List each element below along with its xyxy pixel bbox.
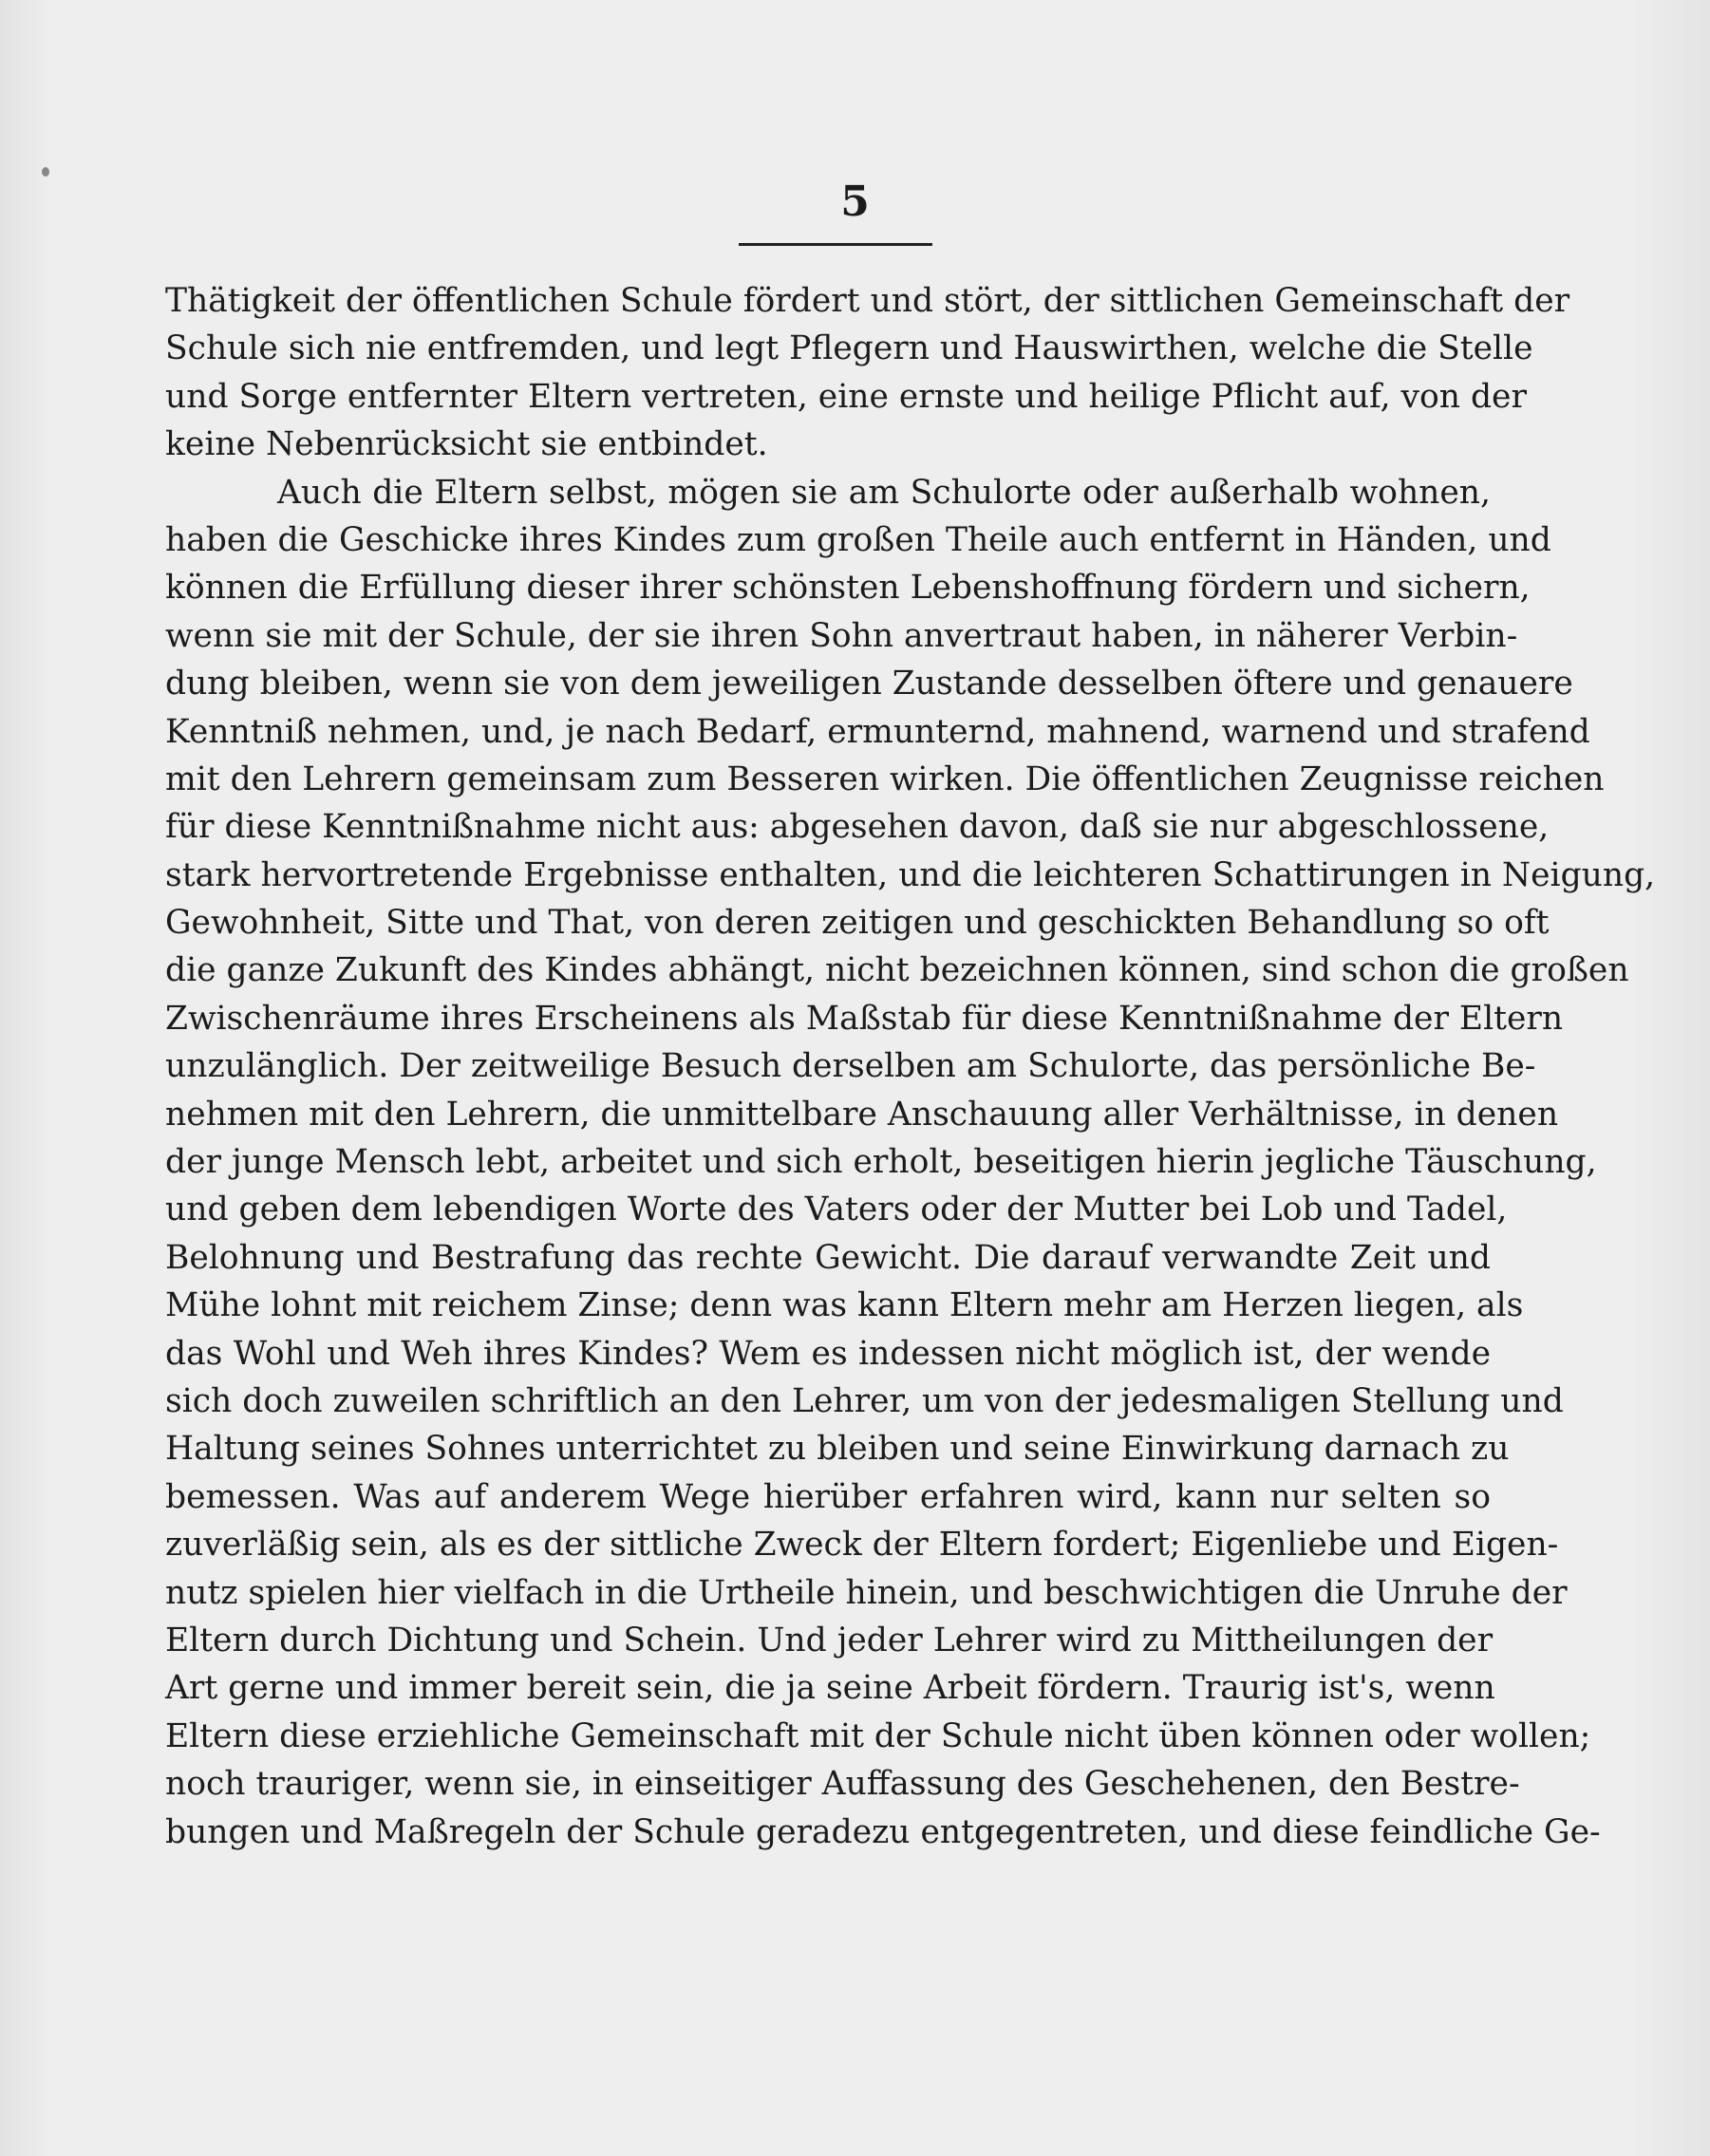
text-line: Gewohnheit, Sitte und That, von deren zeitigen und geschickten Behandlung so oft: [165, 904, 1550, 943]
text-line: Eltern diese erziehliche Gemeinschaft mit der Schule nicht üben können oder wollen;: [165, 1716, 1591, 1755]
text-line: nehmen mit den Lehrern, die unmittelbare Anschauung aller Verhältnisse, in denen: [165, 1095, 1559, 1134]
text-line: Schule sich nie entfremden, und legt Pflegern und Hauswirthen, welche die Stelle: [165, 329, 1533, 368]
text-line: wenn sie mit der Schule, der sie ihren Sohn anvertraut haben, in näherer Verbin-: [165, 616, 1518, 655]
text-line: haben die Geschicke ihres Kindes zum großen Theile auch entfernt in Händen, und: [165, 520, 1551, 559]
text-line: Eltern durch Dichtung und Schein. Und jeder Lehrer wird zu Mittheilungen der: [165, 1621, 1494, 1659]
text-line: können die Erfüllung dieser ihrer schönsten Lebenshoffnung fördern und sichern,: [165, 569, 1531, 608]
text-line: Zwischenräume ihres Erscheinens als Maßstab für diese Kenntnißnahme der Eltern: [165, 999, 1564, 1038]
text-line: sich doch zuweilen schriftlich an den Lehrer, um von der jedesmaligen Stellung und: [165, 1381, 1564, 1420]
text-line: noch trauriger, wenn sie, in einseitiger Auffassung des Geschehenen, den Bestre-: [165, 1765, 1520, 1804]
text-line: zuverläßig sein, als es der sittliche Zweck der Eltern fordert; Eigenliebe und Eigen-: [165, 1526, 1559, 1565]
text-line: das Wohl und Weh ihres Kindes? Wem es indessen nicht möglich ist, der wende: [165, 1334, 1491, 1373]
text-line: mit den Lehrern gemeinsam zum Besseren wirken. Die öffentlichen Zeugnisse reichen: [165, 759, 1605, 798]
text-line: Art gerne und immer bereit sein, die ja seine Arbeit fördern. Traurig ist's, wenn: [165, 1669, 1495, 1708]
text-line: für diese Kenntnißnahme nicht aus: abgesehen davon, daß sie nur abgeschlossene,: [165, 808, 1550, 847]
text-line: und geben dem lebendigen Worte des Vaters oder der Mutter bei Lob und Tadel,: [165, 1190, 1508, 1229]
paragraph-2: [165, 469, 1656, 1856]
text-line: die ganze Zukunft des Kindes abhängt, nicht bezeichnen können, sind schon die großen: [165, 951, 1629, 990]
text-line: stark hervortretende Ergebnisse enthalten, und die leichteren Schattirungen in Neigung,: [165, 855, 1656, 894]
text-line: und Sorge entfernter Eltern vertreten, eine ernste und heilige Pflicht auf, von der: [165, 377, 1527, 416]
header-rule: [739, 243, 932, 246]
text-line: dung bleiben, wenn sie von dem jeweiligen Zustande desselben öftere und genauere: [165, 665, 1573, 703]
text-line: nutz spielen hier vielfach in die Urtheile hinein, und beschwichtigen die Unruhe der: [165, 1573, 1568, 1612]
text-line: Thätigkeit der öffentlichen Schule fördert und stört, der sittlichen Gemeinschaft der: [165, 282, 1570, 320]
text-line: Mühe lohnt mit reichem Zinse; denn was kann Eltern mehr am Herzen liegen, als: [165, 1286, 1524, 1325]
text-line: der junge Mensch lebt, arbeitet und sich erholt, beseitigen hierin jegliche Täuschung,: [165, 1143, 1597, 1182]
body-text: [165, 277, 1656, 1856]
text-line: bemessen. Was auf anderem Wege hierüber erfahren wird, kann nur selten so: [165, 1477, 1491, 1516]
paragraph-1: [165, 277, 1570, 469]
text-line: Kenntniß nehmen, und, je nach Bedarf, ermunternd, mahnend, warnend und strafend: [165, 712, 1590, 751]
page-number: 5: [840, 178, 870, 226]
text-line: unzulänglich. Der zeitweilige Besuch derselben am Schulorte, das persönliche Be-: [165, 1047, 1536, 1086]
ink-speck: [42, 167, 49, 177]
text-line: Haltung seines Sohnes unterrichtet zu bleiben und seine Einwirkung darnach zu: [165, 1430, 1510, 1469]
text-line: Belohnung und Bestrafung das rechte Gewicht. Die darauf verwandte Zeit und: [165, 1238, 1491, 1277]
text-line: bungen und Maßregeln der Schule geradezu entgegentreten, und diese feindliche Ge-: [165, 1812, 1601, 1851]
text-line: keine Nebenrücksicht sie entbindet.: [165, 425, 768, 464]
text-line: Auch die Eltern selbst, mögen sie am Schulorte oder außerhalb wohnen,: [277, 473, 1491, 512]
